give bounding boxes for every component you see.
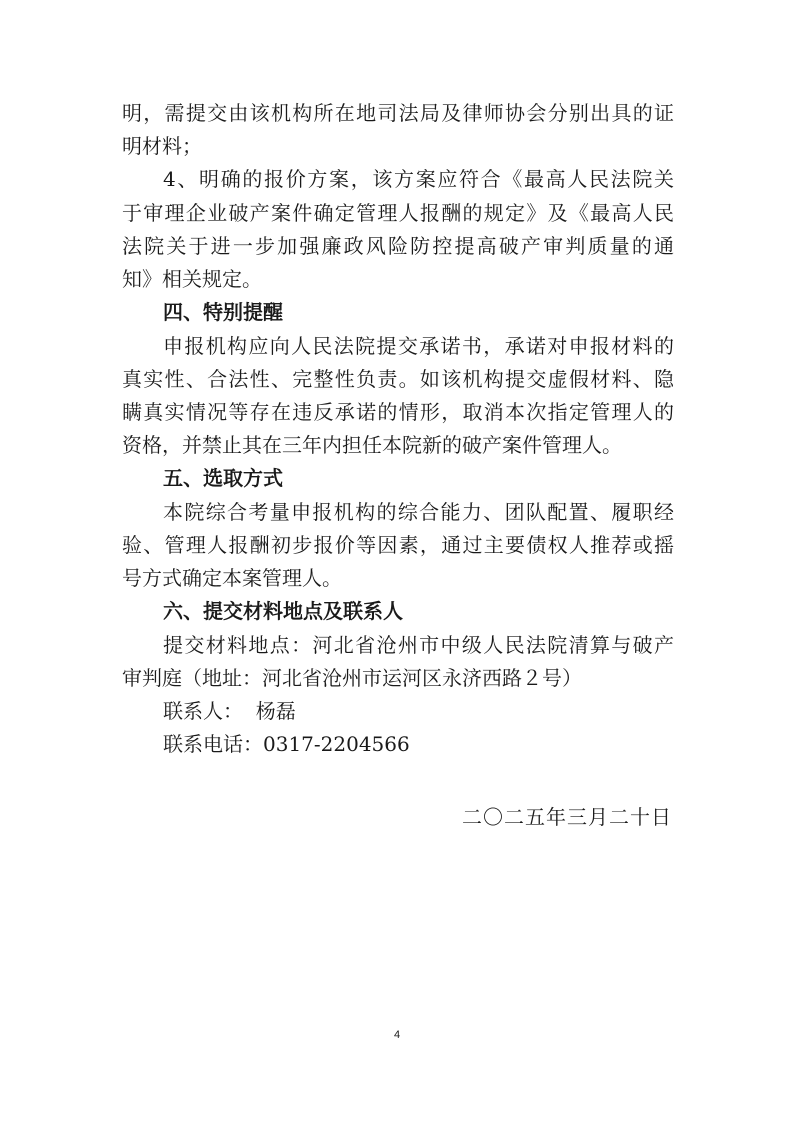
body-text-line: 号方式确定本案管理人。: [122, 566, 342, 590]
contact-person: 联系人： 杨磊: [163, 699, 296, 723]
body-text-line: 法院关于进一步加强廉政风险防控提高破产审判质量的通: [122, 234, 674, 258]
document-date: 二〇二五年三月二十日: [462, 805, 672, 829]
body-text-line: 明材料；: [122, 134, 202, 158]
body-text-line: 真实性、合法性、完整性负责。如该机构提交虚假材料、隐: [122, 367, 674, 391]
body-text-line: 明，需提交由该机构所在地司法局及律师协会分别出具的证: [122, 101, 674, 125]
section-heading: 四、特别提醒: [163, 300, 283, 324]
body-text-line: 提交材料地点：河北省沧州市中级人民法院清算与破产: [163, 633, 674, 657]
body-text-line: 于审理企业破产案件确定管理人报酬的规定》及《最高人民: [122, 201, 674, 225]
body-text-line: 资格，并禁止其在三年内担任本院新的破产案件管理人。: [122, 433, 622, 457]
contact-phone: 联系电话：0317-2204566: [163, 732, 410, 756]
section-heading: 六、提交材料地点及联系人: [163, 599, 403, 623]
body-text-line: 审判庭（地址：河北省沧州市运河区永济西路２号）: [122, 666, 582, 690]
section-heading: 五、选取方式: [163, 466, 283, 490]
body-text-line: 申报机构应向人民法院提交承诺书，承诺对申报材料的: [163, 334, 674, 358]
body-text-line: 本院综合考量申报机构的综合能力、团队配置、履职经: [163, 500, 674, 524]
body-text-line: 验、管理人报酬初步报价等因素，通过主要债权人推荐或摇: [122, 533, 674, 557]
body-text-line: 瞒真实情况等存在违反承诺的情形，取消本次指定管理人的: [122, 400, 674, 424]
body-text-line: 4、明确的报价方案，该方案应符合《最高人民法院关: [163, 167, 674, 191]
page-number: 4: [393, 1029, 401, 1041]
body-text-line: 知》相关规定。: [122, 267, 262, 291]
